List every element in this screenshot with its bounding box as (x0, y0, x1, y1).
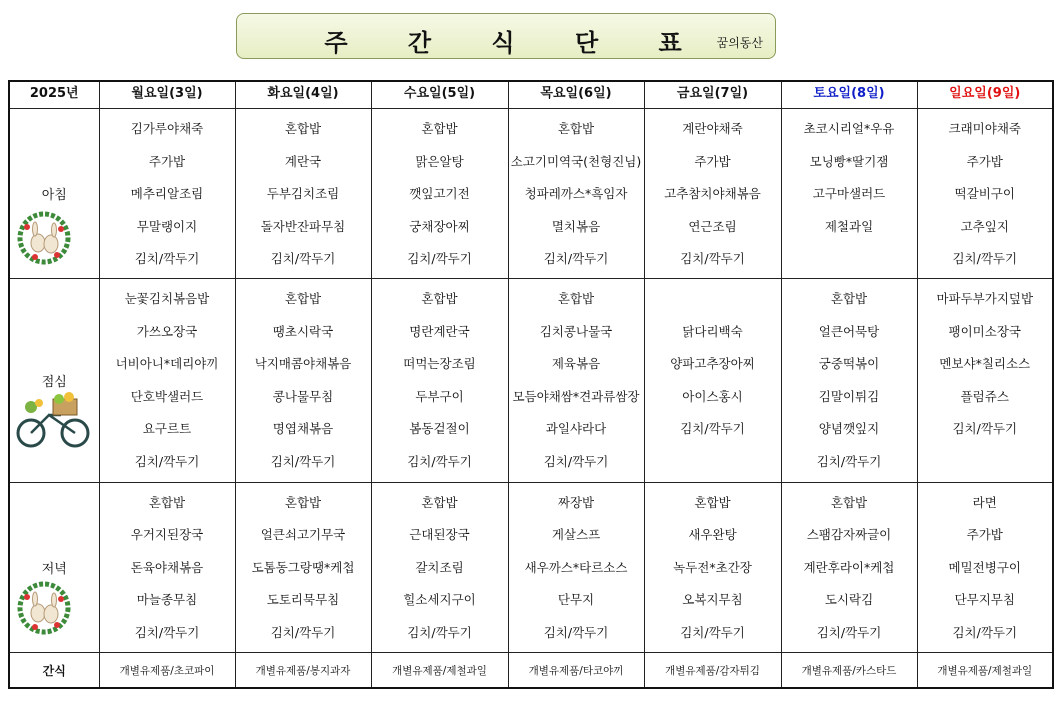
weekly-menu-table (8, 80, 1054, 689)
menu-item: 김치/깍두기 (680, 421, 745, 437)
day-cell (508, 482, 644, 652)
menu-item: 혼합밥 (421, 494, 458, 510)
day-cell (508, 109, 644, 279)
snack-cell: 개별유제품/초코파이 (99, 653, 235, 689)
title-banner (236, 13, 776, 59)
menu-item: 명란계란국 (409, 323, 470, 339)
bunny-wreath-icon (15, 209, 73, 267)
menu-item: 김치/깍두기 (270, 624, 336, 640)
menu-item: 계란국 (284, 153, 322, 169)
menu-item: 연근조림 (688, 218, 737, 234)
menu-item: 근대된장국 (409, 527, 470, 543)
menu-item: 오복지무침 (682, 592, 743, 608)
menu-item: 소고기미역국(천형진님) (510, 153, 642, 169)
menu-item: 김치/깍두기 (680, 624, 745, 640)
menu-item: 제육볶음 (551, 356, 601, 372)
menu-item: 떡갈비구이 (954, 186, 1015, 201)
day-cell (644, 279, 781, 482)
menu-item: 김말이튀김 (818, 388, 880, 404)
day-cell (781, 279, 917, 482)
snack-label: 간식 (9, 653, 99, 689)
day-cell (99, 482, 235, 652)
day-header-tue: 화요일(4일) (235, 81, 371, 109)
menu-item: 콩나물무침 (272, 388, 334, 404)
menu-item: 마파두부가지덮밥 (936, 291, 1034, 307)
menu-item: 주가밥 (694, 153, 731, 169)
day-cell (235, 279, 371, 482)
menu-item: 돌자반잔파무침 (260, 218, 346, 234)
menu-item: 김치/깍두기 (407, 251, 472, 266)
menu-item: 양파고추장아찌 (670, 356, 755, 372)
menu-item: 김치/깍두기 (543, 251, 609, 266)
menu-item: 깻잎고기전 (409, 186, 470, 201)
day-cell (99, 109, 235, 279)
menu-item: 땡초시락국 (272, 323, 334, 339)
menu-item: 혼합밥 (148, 494, 186, 510)
day-cell (781, 109, 917, 279)
menu-item: 아이스홍시 (682, 388, 743, 404)
day-cell (235, 109, 371, 279)
menu-item: 메추리알조림 (130, 186, 204, 201)
menu-item: 도시락김 (824, 592, 874, 608)
day-header-sun: 일요일(9일) (917, 81, 1053, 109)
menu-item: 도톰동그랑땡*케첩 (251, 559, 355, 575)
menu-item: 게살스프 (551, 527, 601, 543)
year-header: 2025년 (9, 81, 99, 109)
menu-item: 팽이미소장국 (948, 323, 1021, 339)
menu-item: 김치/깍두기 (270, 251, 336, 266)
menu-item: 김치/깍두기 (134, 251, 200, 266)
menu-item: 양념깻잎지 (818, 421, 880, 437)
menu-item: 김치/깍두기 (816, 453, 882, 469)
menu-item: 혼합밥 (830, 494, 868, 510)
menu-item: 고추참치야채볶음 (664, 186, 761, 201)
bunny-wreath-icon (15, 579, 73, 637)
snack-cell: 개별유제품/감자튀김 (644, 653, 781, 689)
day-header-mon: 월요일(3일) (99, 81, 235, 109)
menu-item: 혼합밥 (284, 494, 322, 510)
menu-item: 혼합밥 (694, 494, 731, 510)
menu-item: 단호박샐러드 (130, 388, 204, 404)
menu-item: 명엽채볶음 (272, 421, 334, 437)
menu-item: 혼합밥 (421, 291, 458, 307)
menu-item: 단무지 (557, 592, 595, 608)
day-cell (917, 482, 1053, 652)
menu-item: 무말랭이지 (136, 218, 198, 234)
menu-item (645, 283, 781, 316)
menu-item: 김치/깍두기 (134, 453, 200, 469)
menu-item: 김치/깍두기 (952, 624, 1018, 640)
snack-row (9, 653, 1053, 689)
menu-item: 메밀전병구이 (948, 559, 1021, 575)
day-header-fri: 금요일(7일) (644, 81, 781, 109)
day-cell (371, 482, 508, 652)
menu-item: 혼합밥 (284, 121, 322, 136)
menu-item: 갈치조림 (415, 559, 464, 575)
menu-item: 김치/깍두기 (407, 624, 472, 640)
menu-item: 얼큰어묵탕 (818, 323, 880, 339)
menu-item: 닭다리백숙 (682, 323, 743, 339)
menu-item: 떠먹는장조림 (403, 356, 476, 372)
menu-item: 주가밥 (966, 527, 1003, 543)
menu-item: 멸치볶음 (551, 218, 601, 234)
menu-item: 김치콩나물국 (539, 323, 613, 339)
menu-item: 주가밥 (966, 153, 1003, 169)
menu-item: 단무지무침 (954, 592, 1015, 608)
snack-cell: 개별유제품/카스타드 (781, 653, 917, 689)
menu-item: 모닝빵*딸기잼 (809, 153, 889, 169)
menu-item: 김치/깍두기 (543, 453, 609, 469)
meal-row-lunch (9, 279, 1053, 482)
menu-item: 멘보샤*칠리소스 (939, 356, 1031, 372)
menu-item: 혼합밥 (557, 121, 595, 136)
meal-label-dinner (9, 482, 99, 652)
menu-item: 짜장밥 (557, 494, 595, 510)
meal-label-lunch (9, 279, 99, 482)
menu-item: 새우까스*타르소스 (524, 559, 628, 575)
meal-label-breakfast (9, 109, 99, 279)
meal-label-text: 아침 (41, 188, 67, 204)
day-cell (371, 279, 508, 482)
menu-item: 크래미야채죽 (948, 121, 1021, 136)
menu-item: 김치/깍두기 (134, 624, 200, 640)
menu-item: 녹두전*초간장 (673, 559, 752, 575)
menu-item: 김치/깍두기 (952, 251, 1018, 266)
menu-item: 계란야채죽 (682, 121, 743, 136)
menu-item: 두부구이 (415, 388, 464, 404)
menu-item (645, 446, 781, 479)
day-cell (917, 279, 1053, 482)
menu-item: 계란후라이*케첩 (803, 559, 895, 575)
day-cell (508, 279, 644, 482)
menu-item: 청파레까스*흑임자 (524, 186, 628, 201)
menu-item: 봄동겉절이 (409, 421, 470, 437)
menu-item: 우거지된장국 (130, 527, 204, 543)
snack-cell: 개별유제품/제철과일 (917, 653, 1053, 689)
menu-item: 궁중떡볶이 (818, 356, 880, 372)
menu-item (782, 243, 917, 276)
menu-item: 김치/깍두기 (816, 624, 882, 640)
flower-bicycle-icon (15, 391, 95, 449)
snack-cell: 개별유제품/봉지과자 (235, 653, 371, 689)
menu-item: 김치/깍두기 (543, 624, 609, 640)
menu-item: 혼합밥 (830, 291, 868, 307)
snack-cell: 개별유제품/제철과일 (371, 653, 508, 689)
menu-item: 두부김치조림 (266, 186, 340, 201)
menu-item: 눈꽃김치볶음밥 (124, 291, 210, 307)
menu-item: 주가밥 (148, 153, 186, 169)
menu-item: 돈육야채볶음 (130, 559, 204, 575)
meal-row-breakfast (9, 109, 1053, 279)
menu-item: 얼큰쇠고기무국 (260, 527, 346, 543)
menu-item: 혼합밥 (284, 291, 322, 307)
day-cell (99, 279, 235, 482)
page-title: 주 간 식 단 표 (324, 29, 708, 57)
menu-item: 맑은알탕 (415, 153, 464, 169)
menu-item: 낙지매콤야채볶음 (254, 356, 352, 372)
menu-item: 새우완탕 (688, 527, 737, 543)
menu-item: 가쓰오장국 (136, 323, 198, 339)
day-cell (235, 482, 371, 652)
page-subtitle: 꿈의동산 (716, 36, 763, 50)
menu-item: 김치/깍두기 (407, 453, 472, 469)
menu-item: 고구마샐러드 (812, 186, 886, 201)
menu-item: 김가루야채죽 (130, 121, 204, 136)
day-cell (917, 109, 1053, 279)
day-cell (644, 482, 781, 652)
menu-item (918, 446, 1053, 479)
meal-label-text: 저녁 (41, 561, 67, 577)
meal-label-text: 점심 (41, 374, 67, 390)
header-row (9, 81, 1053, 109)
menu-item: 제철과일 (824, 218, 874, 234)
menu-item: 혼합밥 (421, 121, 458, 136)
day-header-wed: 수요일(5일) (371, 81, 508, 109)
menu-item: 요구르트 (142, 421, 192, 437)
day-header-thu: 목요일(6일) (508, 81, 644, 109)
menu-item: 혼합밥 (557, 291, 595, 307)
menu-item: 초코시리얼*우유 (803, 121, 895, 136)
menu-item: 스팸감자짜글이 (806, 527, 892, 543)
menu-item: 너비아니*데리야끼 (115, 356, 219, 372)
menu-item: 마늘종무침 (136, 592, 198, 608)
menu-item: 고추잎지 (960, 218, 1009, 234)
day-header-sat: 토요일(8일) (781, 81, 917, 109)
menu-item: 라면 (972, 494, 997, 510)
menu-item: 과일샤라다 (545, 421, 607, 437)
menu-item: 궁채장아찌 (409, 218, 470, 234)
menu-item: 김치/깍두기 (680, 251, 745, 266)
day-cell (781, 482, 917, 652)
menu-item: 김치/깍두기 (952, 421, 1018, 437)
day-cell (371, 109, 508, 279)
menu-item: 도토리묵무침 (266, 592, 340, 608)
snack-cell: 개별유제품/타코야끼 (508, 653, 644, 689)
menu-item: 플럼쥬스 (960, 388, 1009, 404)
menu-item: 힐소세지구이 (403, 592, 476, 608)
meal-row-dinner (9, 482, 1053, 652)
menu-item: 김치/깍두기 (270, 453, 336, 469)
day-cell (644, 109, 781, 279)
menu-item: 모듬야채쌈*견과류쌈장 (512, 388, 640, 404)
